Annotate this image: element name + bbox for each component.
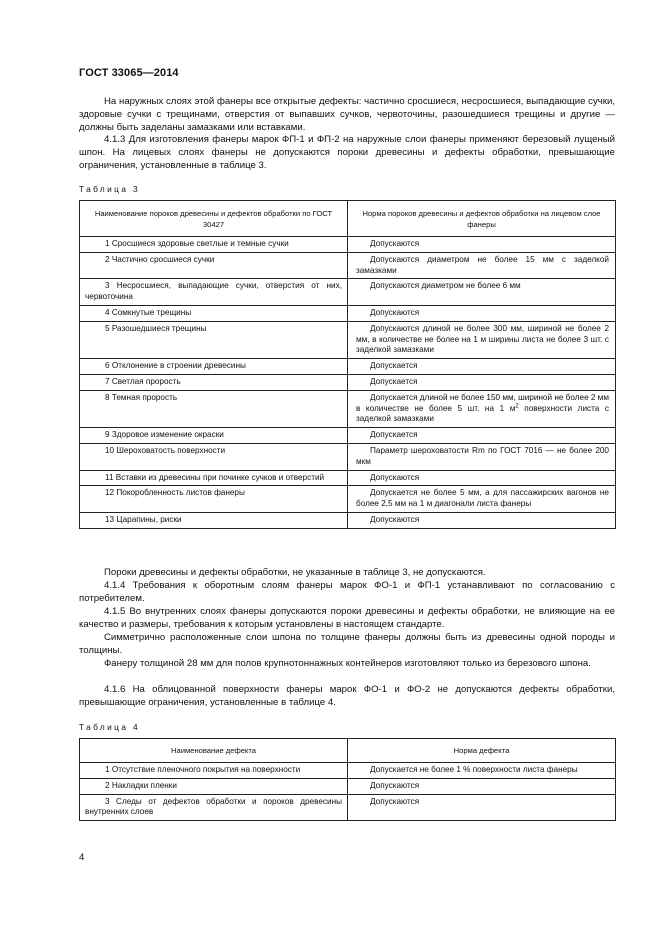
table-row (80, 512, 616, 528)
table-3-cell-defect: 8 Темная прорость (105, 392, 178, 402)
paragraph-4-1-4: 4.1.4 Требования к оборотным слоям фанеры марок ФО-1 и ФП-1 устанавливают по согласованию с потребителем. (79, 580, 615, 604)
page-header-standard-number: ГОСТ 33065—2014 (79, 67, 179, 79)
table-4-head-norm: Норма дефекта (348, 739, 616, 763)
table-3-cell-defect: 13 Царапины, риски (105, 514, 182, 524)
superscript-square: 2 (515, 402, 519, 409)
table-4-cell-norm: Допускаются (370, 780, 420, 790)
table-3-cell-norm: Допускается длиной не более 150 мм, шириной не более 2 мм в количестве не более 5 шт. на 1 м (356, 392, 609, 413)
paragraph-container-floors: Фанеру толщиной 28 мм для полов крупнотоннажных контейнеров изготовляют только из березового шпона. (104, 658, 591, 669)
table-3-cell-norm: Допускаются диаметром не более 15 мм с заделкой замазками (356, 254, 609, 275)
table-3-head-defect: Наименование пороков древесины и дефектов обработки по ГОСТ 30427 (80, 201, 348, 237)
table-3-cell-defect: 11 Вставки из древесины при починке сучков и отверстий (105, 472, 325, 482)
table-row (80, 374, 616, 390)
table-row (80, 279, 616, 306)
table-row (80, 486, 616, 513)
paragraph-open-defects: На наружных слоях этой фанеры все открытые дефекты: частично сросшиеся, несросшиеся, выпадающие сучки, здоровые сучки с трещинами, отверстия от выпавших сучков, червоточины, разошедшиеся трещины и другие — должны быть заделаны замазками или вставками. (79, 96, 615, 133)
page-number: 4 (79, 852, 85, 863)
table-row (80, 443, 616, 470)
table-3-cell-defect: 4 Сомкнутые трещины (105, 307, 192, 317)
paragraph-not-allowed: Пороки древесины и дефекты обработки, не указанные в таблице 3, не допускаются. (104, 567, 486, 578)
table-3-cell-norm: Допускаются (370, 239, 420, 248)
table-row (80, 237, 616, 253)
table-3-cell-norm: Допускается не более 5 мм, а для пассажирских вагонов не более 2,5 мм на 1 м диагонали листа фанеры (356, 488, 609, 509)
paragraph-symmetric-layers: Симметрично расположенные слои шпона по толщине фанеры должны быть из древесины одной породы и толщины. (79, 632, 615, 656)
table-3 (79, 200, 616, 529)
table-3-cell-norm: Допускаются диаметром не более 6 мм (370, 281, 521, 291)
table-3-caption: Таблица 3 (79, 184, 141, 194)
table-4-head-defect: Наименование дефекта (80, 739, 348, 763)
table-3-header-row (80, 201, 616, 237)
table-row (80, 763, 616, 779)
table-row (80, 794, 616, 821)
table-3-cell-defect: 5 Разошедшиеся трещины (105, 323, 207, 333)
table-row (80, 778, 616, 794)
table-row (80, 359, 616, 375)
table-4 (79, 738, 616, 821)
table-4-cell-defect: 2 Накладки пленки (105, 780, 177, 790)
table-3-cell-defect: 2 Частично сросшиеся сучки (105, 254, 215, 264)
table-3-cell-norm: Допускается (370, 361, 418, 371)
table-row (80, 390, 616, 427)
table-row (80, 305, 616, 321)
table-3-cell-defect: 6 Отклонение в строении древесины (105, 361, 246, 371)
table-row (80, 428, 616, 444)
table-row (80, 321, 616, 358)
table-3-cell-defect: 12 Покоробленность листов фанеры (105, 488, 245, 498)
table-4-caption: Таблица 4 (79, 722, 141, 732)
table-3-cell-norm: Допускается (370, 430, 418, 440)
table-4-cell-defect: 1 Отсутствие пленочного покрытия на поверхности (105, 765, 301, 774)
table-3-cell-defect: 7 Светлая прорость (105, 376, 181, 386)
table-row (80, 470, 616, 486)
table-3-cell-defect: 3 Несросшиеся, выпадающие сучки, отверстия от них, червоточина (85, 281, 342, 302)
table-4-header-row (80, 739, 616, 763)
paragraph-4-1-3: 4.1.3 Для изготовления фанеры марок ФП-1 и ФП-2 на наружные слои фанеры применяют березовый лущеный шпон. На лицевых слоях фанеры не допускаются пороки древесины и дефекты обработки, превышающие ограничения, установленные в таблице 3. (79, 134, 615, 171)
table-3-cell-norm: Допускаются длиной не более 300 мм, шириной не более 2 мм, в количестве не более на 1 м ширины листа не более 3 шт. с заделкой замазками (356, 323, 609, 355)
table-3-cell-defect: 10 Шероховатость поверхности (105, 445, 226, 455)
table-4-cell-norm: Допускаются (370, 796, 420, 806)
table-4-cell-norm: Допускается не более 1 % поверхности листа фанеры (370, 765, 578, 774)
table-3-cell-norm: Допускаются (370, 472, 420, 482)
table-3-cell-norm: Допускается (370, 376, 418, 386)
table-3-cell-defect: 9 Здоровое изменение окраски (105, 430, 224, 440)
paragraph-4-1-5: 4.1.5 Во внутренних слоях фанеры допускаются пороки древесины и дефекты обработки, не влияющие на ее качество и размеры, требования к которым установлены в настоящем стандарте. (79, 606, 615, 630)
table-3-cell-norm: Допускаются (370, 307, 420, 317)
table-3-cell-norm: Параметр шероховатости Rm по ГОСТ 7016 — не более 200 мкм (356, 445, 609, 466)
table-3-cell-norm: Допускаются (370, 514, 420, 524)
table-row (80, 252, 616, 279)
table-4-cell-defect: 3 Следы от дефектов обработки и пороков древесины внутренних слоев (85, 796, 342, 817)
paragraph-4-1-6: 4.1.6 На облицованной поверхности фанеры марок ФО-1 и ФО-2 не допускаются дефекты обработки, превышающие ограничения, установленные в таблице 4. (79, 684, 615, 708)
table-3-cell-defect: 1 Сросшиеся здоровые светлые и темные сучки (105, 239, 289, 248)
table-3-cell-norm-tail: поверхности листа с заделкой замазками (356, 403, 610, 424)
table-3-head-norm: Норма пороков древесины и дефектов обработки на лицевом слое фанеры (348, 201, 616, 237)
